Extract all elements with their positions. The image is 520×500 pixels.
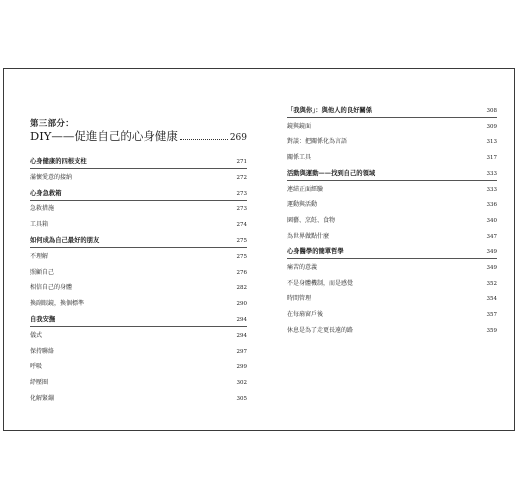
toc-entry-page: 271 <box>236 159 247 165</box>
toc-entry-page: 274 <box>236 222 247 229</box>
toc-entry <box>287 325 497 337</box>
toc-entry-title: 滿懷愛意的接納 <box>30 173 73 181</box>
toc-section-heading <box>30 188 247 200</box>
toc-entry <box>30 267 247 279</box>
toc-entry-page: 333 <box>486 170 497 177</box>
part-title-line <box>30 128 247 144</box>
toc-entry-title: 鏡與鏡面 <box>287 122 312 130</box>
toc-entry-page: 305 <box>236 396 247 402</box>
toc-entry-title: 儀式 <box>30 331 43 339</box>
toc-section-heading <box>30 314 247 326</box>
toc-entry-title: 照顧自己 <box>30 268 55 276</box>
toc-entry-page: 336 <box>486 202 497 209</box>
leader-dots <box>180 138 228 140</box>
toc-entry-title: 保持聯絡 <box>30 347 55 355</box>
toc-entry-page: 297 <box>236 348 247 355</box>
toc-entry-title: 「我與你」：與他人的良好關係 <box>287 107 373 114</box>
toc-entry-page: 272 <box>236 174 247 181</box>
toc-entry-page: 290 <box>236 301 247 308</box>
toc-entry <box>30 330 247 342</box>
toc-entry-title: 工具箱 <box>30 221 49 229</box>
toc-entry-page: 275 <box>236 238 247 244</box>
toc-entry-title: 化解緊繃 <box>30 395 55 402</box>
toc-entry <box>30 361 247 373</box>
toc-entry <box>287 199 497 211</box>
toc-entry-title: 痛苦的意義 <box>287 264 318 271</box>
toc-entry-title: 活動與運動——找到自己的領域 <box>287 169 376 177</box>
toc-entry-page: 317 <box>486 155 497 162</box>
toc-entry-page: 357 <box>486 312 497 319</box>
part-title: DIY——促進自己的心身健康 <box>30 129 178 143</box>
toc-entry-page: 308 <box>486 108 497 114</box>
toc-entry <box>287 231 497 243</box>
toc-entry-page: 273 <box>236 206 247 213</box>
toc-section-heading <box>287 246 497 258</box>
toc-entry-title: 紓壓圈 <box>30 379 49 387</box>
toc-entry-title: 不理解 <box>30 252 49 260</box>
toc-entry-title: 連結正面經驗 <box>287 185 324 193</box>
toc-entry-title: 休息是為了走更長遠的路 <box>287 326 354 334</box>
toc-entry-title: 心身健康的四根支柱 <box>30 158 87 165</box>
toc-entry-page: 359 <box>486 327 497 334</box>
toc-entry <box>287 215 497 227</box>
toc-entry-page: 354 <box>486 296 497 303</box>
toc-entry-page: 313 <box>486 139 497 146</box>
toc-entry <box>30 377 247 389</box>
toc-entry-page: 347 <box>486 233 497 240</box>
toc-entry-page: 282 <box>236 285 247 292</box>
toc-entry <box>30 251 247 263</box>
toc-entry <box>287 278 497 290</box>
toc-entry-page: 299 <box>236 364 247 371</box>
toc-entry <box>30 219 247 231</box>
toc-entry-title: 對談：把關係化為言語 <box>287 138 348 146</box>
toc-entry-title: 急救措施 <box>30 205 55 213</box>
toc-entry-title: 園藝、烹飪、食物 <box>287 216 336 224</box>
toc-entry-page: 294 <box>236 317 247 323</box>
toc-entry-title: 心身醫學的簡單哲學 <box>287 248 344 256</box>
toc-entry-page: 349 <box>486 265 497 271</box>
toc-entry <box>30 203 247 215</box>
toc-entry-title: 心身急救箱 <box>30 189 62 197</box>
toc-entry-title: 相信自己的身體 <box>30 284 73 292</box>
toc-entry-page: 294 <box>236 332 247 339</box>
toc-entry-page: 309 <box>486 123 497 130</box>
toc-entry <box>287 152 497 164</box>
toc-entry <box>287 121 497 133</box>
toc-entry <box>30 393 247 405</box>
toc-entry-title: 關係工具 <box>287 154 312 162</box>
toc-entry-title: 自我安撫 <box>30 316 56 323</box>
toc-entry <box>30 298 247 310</box>
toc-entry-page: 340 <box>486 217 497 224</box>
toc-section-heading <box>287 105 497 117</box>
toc-entry-title: 時間管理 <box>287 295 312 303</box>
toc-entry <box>287 309 497 321</box>
toc-entry <box>287 293 497 305</box>
toc-section-heading <box>287 168 497 180</box>
part-page: 269 <box>229 133 247 143</box>
toc-entry-page: 349 <box>486 249 497 256</box>
toc-entry <box>30 346 247 358</box>
toc-entry-title: 不是身體機制，而是感覺 <box>287 279 354 287</box>
toc-entry <box>287 262 497 274</box>
toc-entry-page: 352 <box>486 280 497 287</box>
toc-entry-page: 333 <box>486 186 497 193</box>
toc-entry-title: 在每扇窗戶後 <box>287 311 324 319</box>
part-label: 第三部分： <box>30 119 75 129</box>
toc-entry-page: 302 <box>236 380 247 387</box>
toc-entry-title: 呼吸 <box>30 363 43 371</box>
toc-entry-title: 換副眼鏡，換個標準 <box>30 300 85 308</box>
toc-entry-page: 275 <box>236 253 247 260</box>
toc-section-heading <box>30 156 247 168</box>
book-spread <box>3 68 515 431</box>
toc-entry-title: 為世界做點什麼 <box>287 232 330 240</box>
toc-entry <box>30 172 247 184</box>
toc-entry-page: 276 <box>236 269 247 276</box>
toc-entry-title: 運動與活動 <box>287 201 318 209</box>
toc-entry <box>287 184 497 196</box>
toc-entry <box>287 136 497 148</box>
toc-entry <box>30 282 247 294</box>
toc-section-heading <box>30 235 247 247</box>
toc-entry-page: 273 <box>236 190 247 197</box>
toc-entry-title: 如何成為自己最好的朋友 <box>30 237 100 244</box>
